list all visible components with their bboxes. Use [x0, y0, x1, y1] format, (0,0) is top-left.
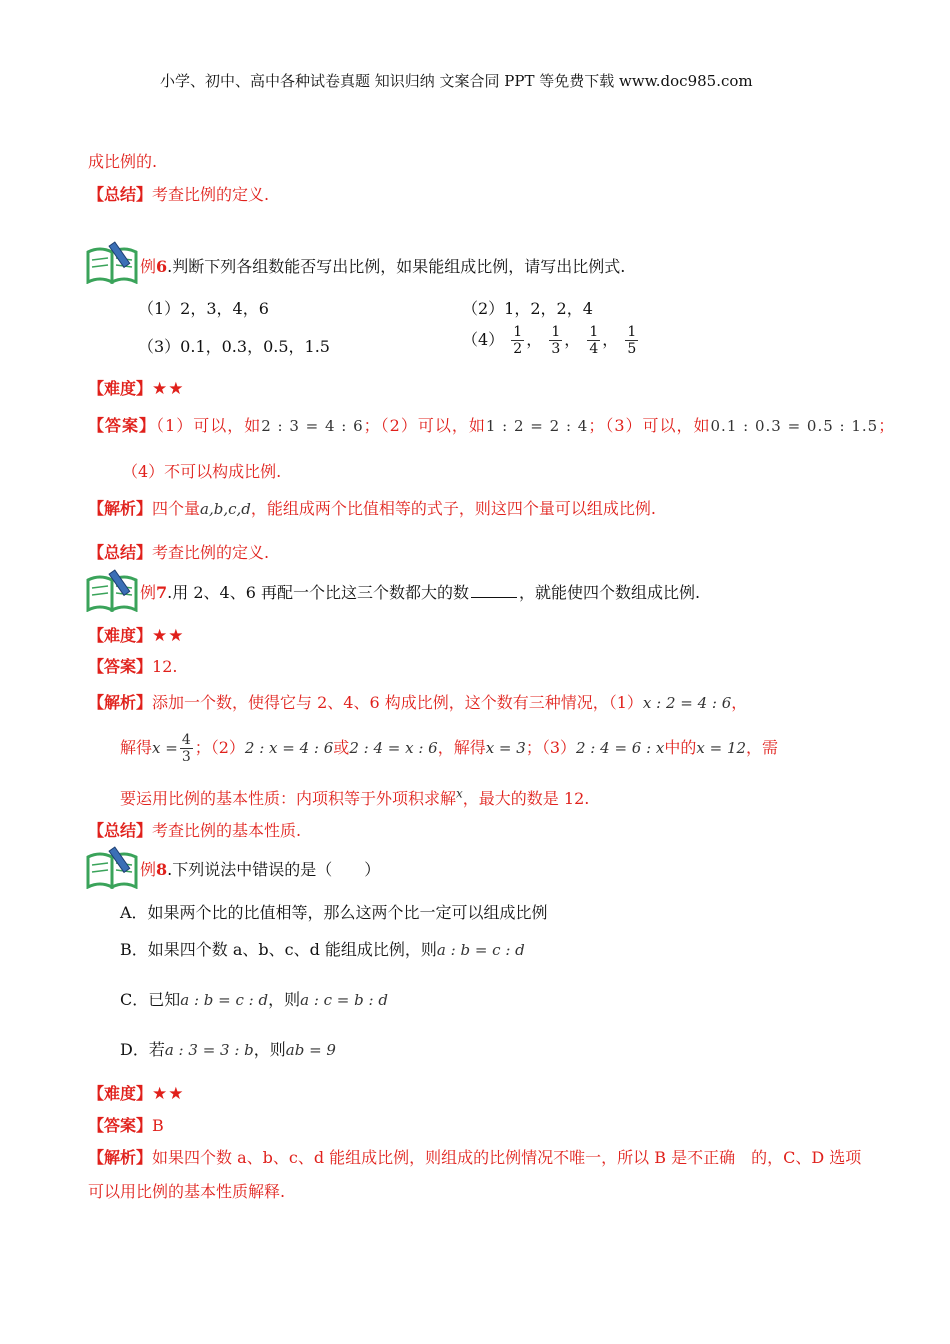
fraction-fifth: $\frac{1}{5}$: [627, 324, 637, 357]
star-icon: ★★: [152, 626, 185, 646]
option-4: （4） $\frac{1}{2}$ ， $\frac{1}{3}$ ， $\frac{1}{4}$ ， $\frac{1}{5}$: [462, 324, 637, 357]
summary-7: 【总结】考查比例的基本性质.: [88, 821, 302, 840]
answer-6-line2: （4）不可以构成比例.: [122, 462, 282, 481]
analysis-7-line3: 要运用比例的基本性质：内项积等于外项积求解$^x$，最大的数是 12.: [120, 786, 590, 808]
page-header: 小学、初中、高中各种试卷真题 知识归纳 文案合同 PPT 等免费下载 www.doc985.com: [160, 72, 753, 90]
example-7-question: 例7.用 2、4、6 再配一个比这三个数都大的数 ，就能使四个数组成比例.: [140, 583, 701, 602]
summary-tag: 【总结】: [88, 185, 153, 204]
example-number: 6: [156, 257, 168, 276]
fraction-quarter: $\frac{1}{4}$: [589, 324, 599, 357]
answer-7: 【答案】12.: [88, 657, 178, 676]
fraction-third: $\frac{1}{3}$: [551, 324, 561, 357]
example-label: 例: [140, 257, 157, 276]
difficulty-7: 【难度】★★: [88, 626, 185, 646]
book-pencil-icon: [86, 240, 138, 284]
analysis-7-line2: 解得x = $\frac{4}{3}$ ；（2）2 : x = 4 : 6或2 : 4 = x : 6，解得x = 3；（3）2 : 4 = 6 : x中的x = 12，需: [120, 732, 779, 765]
analysis-8: 【解析】如果四个数 a、b、c、d 能组成比例，则组成的比例情况不唯一，所以 B 是不正确 的，C、D 选项: [88, 1148, 862, 1167]
option-1: （1）2，3，4，6: [138, 299, 269, 318]
example-6-question: [140, 254, 625, 277]
option-4-prefix: （4）: [462, 330, 505, 349]
question-text: .判断下列各组数能否写出比例，如果能组成比例，请写出比例式.: [167, 257, 626, 276]
answer-8: 【答案】B: [88, 1116, 164, 1135]
option-3: （3）0.1，0.3，0.5，1.5: [138, 337, 330, 356]
summary-text: 考查比例的定义.: [152, 185, 270, 204]
option-c: C．已知a : b = c : d，则a : c = b : d: [120, 990, 388, 1009]
book-pencil-icon: [86, 845, 138, 889]
fraction-half: $\frac{1}{2}$: [513, 324, 523, 357]
continuation-line: 成比例的.: [88, 152, 158, 171]
option-b: B．如果四个数 a、b、c、d 能组成比例，则a : b = c : d: [120, 940, 525, 959]
difficulty-6: 【难度】★★: [88, 379, 185, 399]
star-icon: ★★: [152, 379, 185, 399]
option-2: （2）1，2，2，4: [462, 299, 593, 318]
example-8-question: 例8.下列说法中错误的是（ ）: [140, 860, 381, 879]
star-icon: ★★: [152, 1084, 185, 1104]
summary-top: [88, 182, 269, 205]
answer-blank: [471, 597, 517, 598]
analysis-7: 【解析】添加一个数，使得它与 2、4、6 构成比例，这个数有三种情况，（1）x : 2 = 4 : 6，: [88, 693, 748, 712]
option-a: A．如果两个比的比值相等，那么这两个比一定可以组成比例: [120, 903, 548, 922]
book-pencil-icon: [86, 568, 138, 612]
summary-6: 【总结】考查比例的定义.: [88, 543, 270, 562]
difficulty-8: 【难度】★★: [88, 1084, 185, 1104]
analysis-8-line2: 可以用比例的基本性质解释.: [88, 1182, 286, 1201]
option-d: D．若a : 3 = 3 : b，则ab = 9: [120, 1040, 336, 1059]
answer-6: 【答案】（1）可以，如2 : 3 = 4 : 6；（2）可以，如1 : 2 = 2 : 4；（3）可以，如0.1 : 0.3 = 0.5 : 1.5；: [88, 416, 896, 435]
analysis-6: 【解析】四个量a,b,c,d，能组成两个比值相等的式子，则这四个量可以组成比例.: [88, 499, 656, 518]
